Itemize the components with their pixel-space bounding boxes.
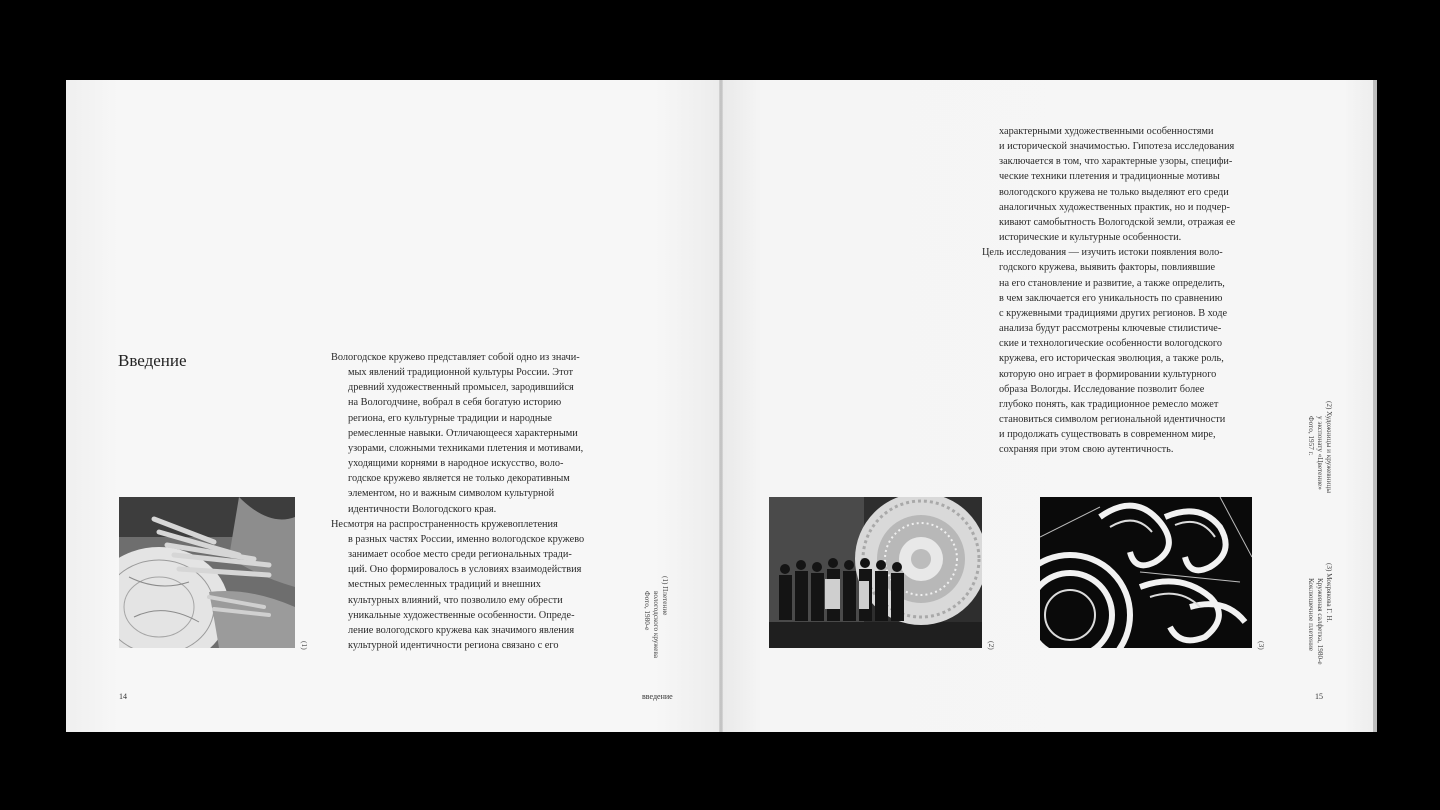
paragraph-line: заключается в том, что характерные узоры, специфи- — [999, 156, 1233, 168]
paragraph-line: Вологодское кружево представляет собой одно из значи- — [331, 352, 580, 363]
paragraph-line: кружева, его историческая эволюция, а также роль, — [999, 353, 1224, 365]
paragraph-line: уходящими корнями в народное искусство, воло- — [348, 458, 564, 470]
paragraph-line: и продолжать существовать в современном мире, — [999, 429, 1216, 441]
photo-number: (2) — [987, 641, 996, 650]
photo-lace-weaving-hands — [119, 497, 295, 648]
paragraph-line: которую оно играет в формировании культурного — [999, 368, 1217, 380]
photo-number: (1) — [300, 641, 309, 650]
running-head: введение — [642, 692, 673, 701]
paragraph-line: узорами, сложными техниками плетения и мотивами, — [348, 442, 584, 454]
photo-caption-2: (2) Художницы и кружевницы у экспонату «Цветение» Фото, 1957 г. — [1307, 401, 1333, 494]
paragraph-line: и исторической значимостью. Гипотеза исследования — [999, 141, 1235, 153]
paragraph-line: годского кружева, выявить факторы, повлиявшие — [999, 262, 1216, 274]
paragraph-line: аналогичных художественных практик, но и подчер- — [999, 201, 1230, 213]
paragraph-line: Несмотря на распространенность кружевоплетения — [331, 518, 558, 530]
paragraph-line: ций. Оно формировалось в условиях взаимодействия — [348, 564, 582, 576]
paragraph-line: культурных влияний, что позволило ему обрести — [348, 594, 563, 606]
paragraph-line: элементом, но и важным символом культурной — [348, 488, 555, 500]
paragraph-line: становиться символом региональной идентичности — [999, 413, 1226, 425]
paragraph-line: региона, его культурные традиции и народные — [348, 412, 552, 424]
paragraph-line: занимает особое место среди региональных тради- — [348, 549, 572, 561]
right-body-text — [982, 124, 1235, 457]
paragraph-line: в разных частях России, именно вологодское кружево — [348, 533, 585, 545]
photo-caption-1: (1) Плетение вологодского кружева Фото, 1980-е — [643, 576, 669, 658]
page-edge — [1373, 80, 1377, 732]
paragraph-line: идентичности Вологодского края. — [348, 503, 497, 515]
paragraph-line: ские и технологические особенности вологодского — [999, 338, 1223, 350]
paragraph-line: на Вологодчине, вобрал в себя богатую историю — [348, 397, 562, 409]
book-spine — [719, 80, 723, 732]
paragraph-line: Цель исследования — изучить истоки появления воло- — [982, 247, 1223, 259]
photo-lace-napkin — [1040, 497, 1252, 648]
photo-caption-3: (3) Мокрякова Г. Н. Кружевная салфетка, 1980-е Коклюшечное плетение — [1307, 563, 1333, 665]
paragraph-line: глубоко понять, как традиционное ремесло может — [999, 398, 1219, 410]
paragraph-line: на его становление и развитие, а также определить, — [999, 277, 1225, 289]
photo-number: (3) — [1257, 641, 1266, 650]
paragraph-line: древний художественный промысел, зародившийся — [348, 382, 574, 394]
photo-lacemakers-group — [769, 497, 982, 648]
page-number: 14 — [119, 692, 127, 701]
paragraph-line: ремесленные навыки. Отличающееся характерными — [348, 427, 578, 439]
paragraph-line: характерными художественными особенностями — [999, 126, 1214, 137]
paragraph-line: годское кружево является не только декоративным — [348, 473, 570, 485]
paragraph-line: с кружевными традициями других регионов. В ходе — [999, 307, 1228, 319]
paragraph-line: местных ремесленных традиций и внешних — [348, 579, 541, 591]
paragraph-line: ческие техники плетения и традиционные мотивы — [999, 171, 1220, 183]
paragraph-line: образа Вологды. Исследование позволит более — [999, 383, 1205, 395]
left-body-text — [331, 350, 584, 653]
paragraph-line: мых явлений традиционной культуры России. Этот — [348, 367, 573, 379]
paragraph-line: сохраняя при этом свою аутентичность. — [999, 444, 1174, 456]
paragraph-line: анализа будут рассмотрены ключевые стилистиче- — [999, 323, 1222, 335]
paragraph-line: вологодского кружева не только выделяют его среди — [999, 186, 1229, 198]
paragraph-line: ление вологодского кружева как значимого явления — [348, 624, 575, 636]
paragraph-line: уникальные художественные особенности. Опреде- — [348, 609, 575, 621]
paragraph-line: в чем заключается его уникальность по сравнению — [999, 292, 1223, 304]
section-heading: Введение — [118, 351, 187, 370]
paragraph-line: исторические и культурные особенности. — [999, 232, 1182, 244]
paragraph-line: культурной идентичности региона связано с его — [348, 639, 559, 651]
page-number: 15 — [1315, 692, 1323, 701]
paragraph-line: кивают самобытность Вологодской земли, отражая ее — [999, 216, 1236, 228]
